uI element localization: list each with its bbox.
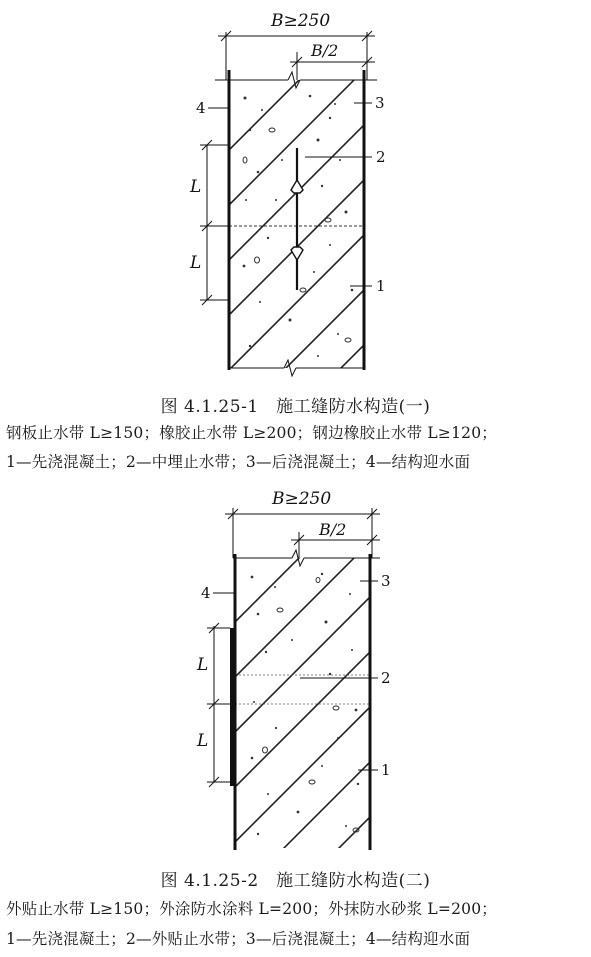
dimension-width [225,489,380,558]
callout-1: 1 [376,277,386,295]
external-waterstop [230,628,234,786]
dimension-width-label: B≥250 [272,489,332,509]
dimension-L [196,623,230,787]
dimension-half-width [290,41,375,80]
figure-2-caption-title: 图 4.1.25-2 施工缝防水构造(二) [160,871,431,891]
callout-4: 4 [196,99,206,117]
concrete-wall [235,487,370,872]
callout-2: 2 [376,148,386,166]
figure-2-drawing [0,482,591,872]
dimension-width-label: B≥250 [271,11,331,31]
dimension-L-upper-label: L [197,655,209,675]
figure-1 [0,0,591,392]
dimension-L-lower-label: L [190,253,202,273]
figure-2-caption-line-2: 1—先浇混凝土；2—外贴止水带；3—后浇混凝土；4—结构迎水面 [6,930,471,948]
callout-2: 2 [381,669,391,687]
callout-1: 1 [381,761,391,779]
figure-1-caption-line-1: 钢板止水带 L≥150；橡胶止水带 L≥200；钢边橡胶止水带 L≥120； [6,424,497,442]
dimension-half-width [291,520,380,558]
figure-2-caption-line-1: 外贴止水带 L≥150；外涂防水涂料 L=200；外抹防水砂浆 L=200； [6,900,497,918]
figure-2 [0,482,591,872]
callout-4: 4 [201,584,211,602]
dimension-L [189,140,229,305]
dimension-L-upper-label: L [190,177,202,197]
callout-3: 3 [381,572,391,590]
figure-1-drawing [0,0,591,392]
dimension-L-lower-label: L [197,731,209,751]
dimension-half-label: B/2 [319,520,347,539]
figure-1-caption-line-2: 1—先浇混凝土；2—中埋止水带；3—后浇混凝土；4—结构迎水面 [6,453,471,471]
callout-3: 3 [375,94,385,112]
figure-1-caption-title: 图 4.1.25-1 施工缝防水构造(一) [160,397,431,417]
dimension-half-label: B/2 [311,41,339,60]
